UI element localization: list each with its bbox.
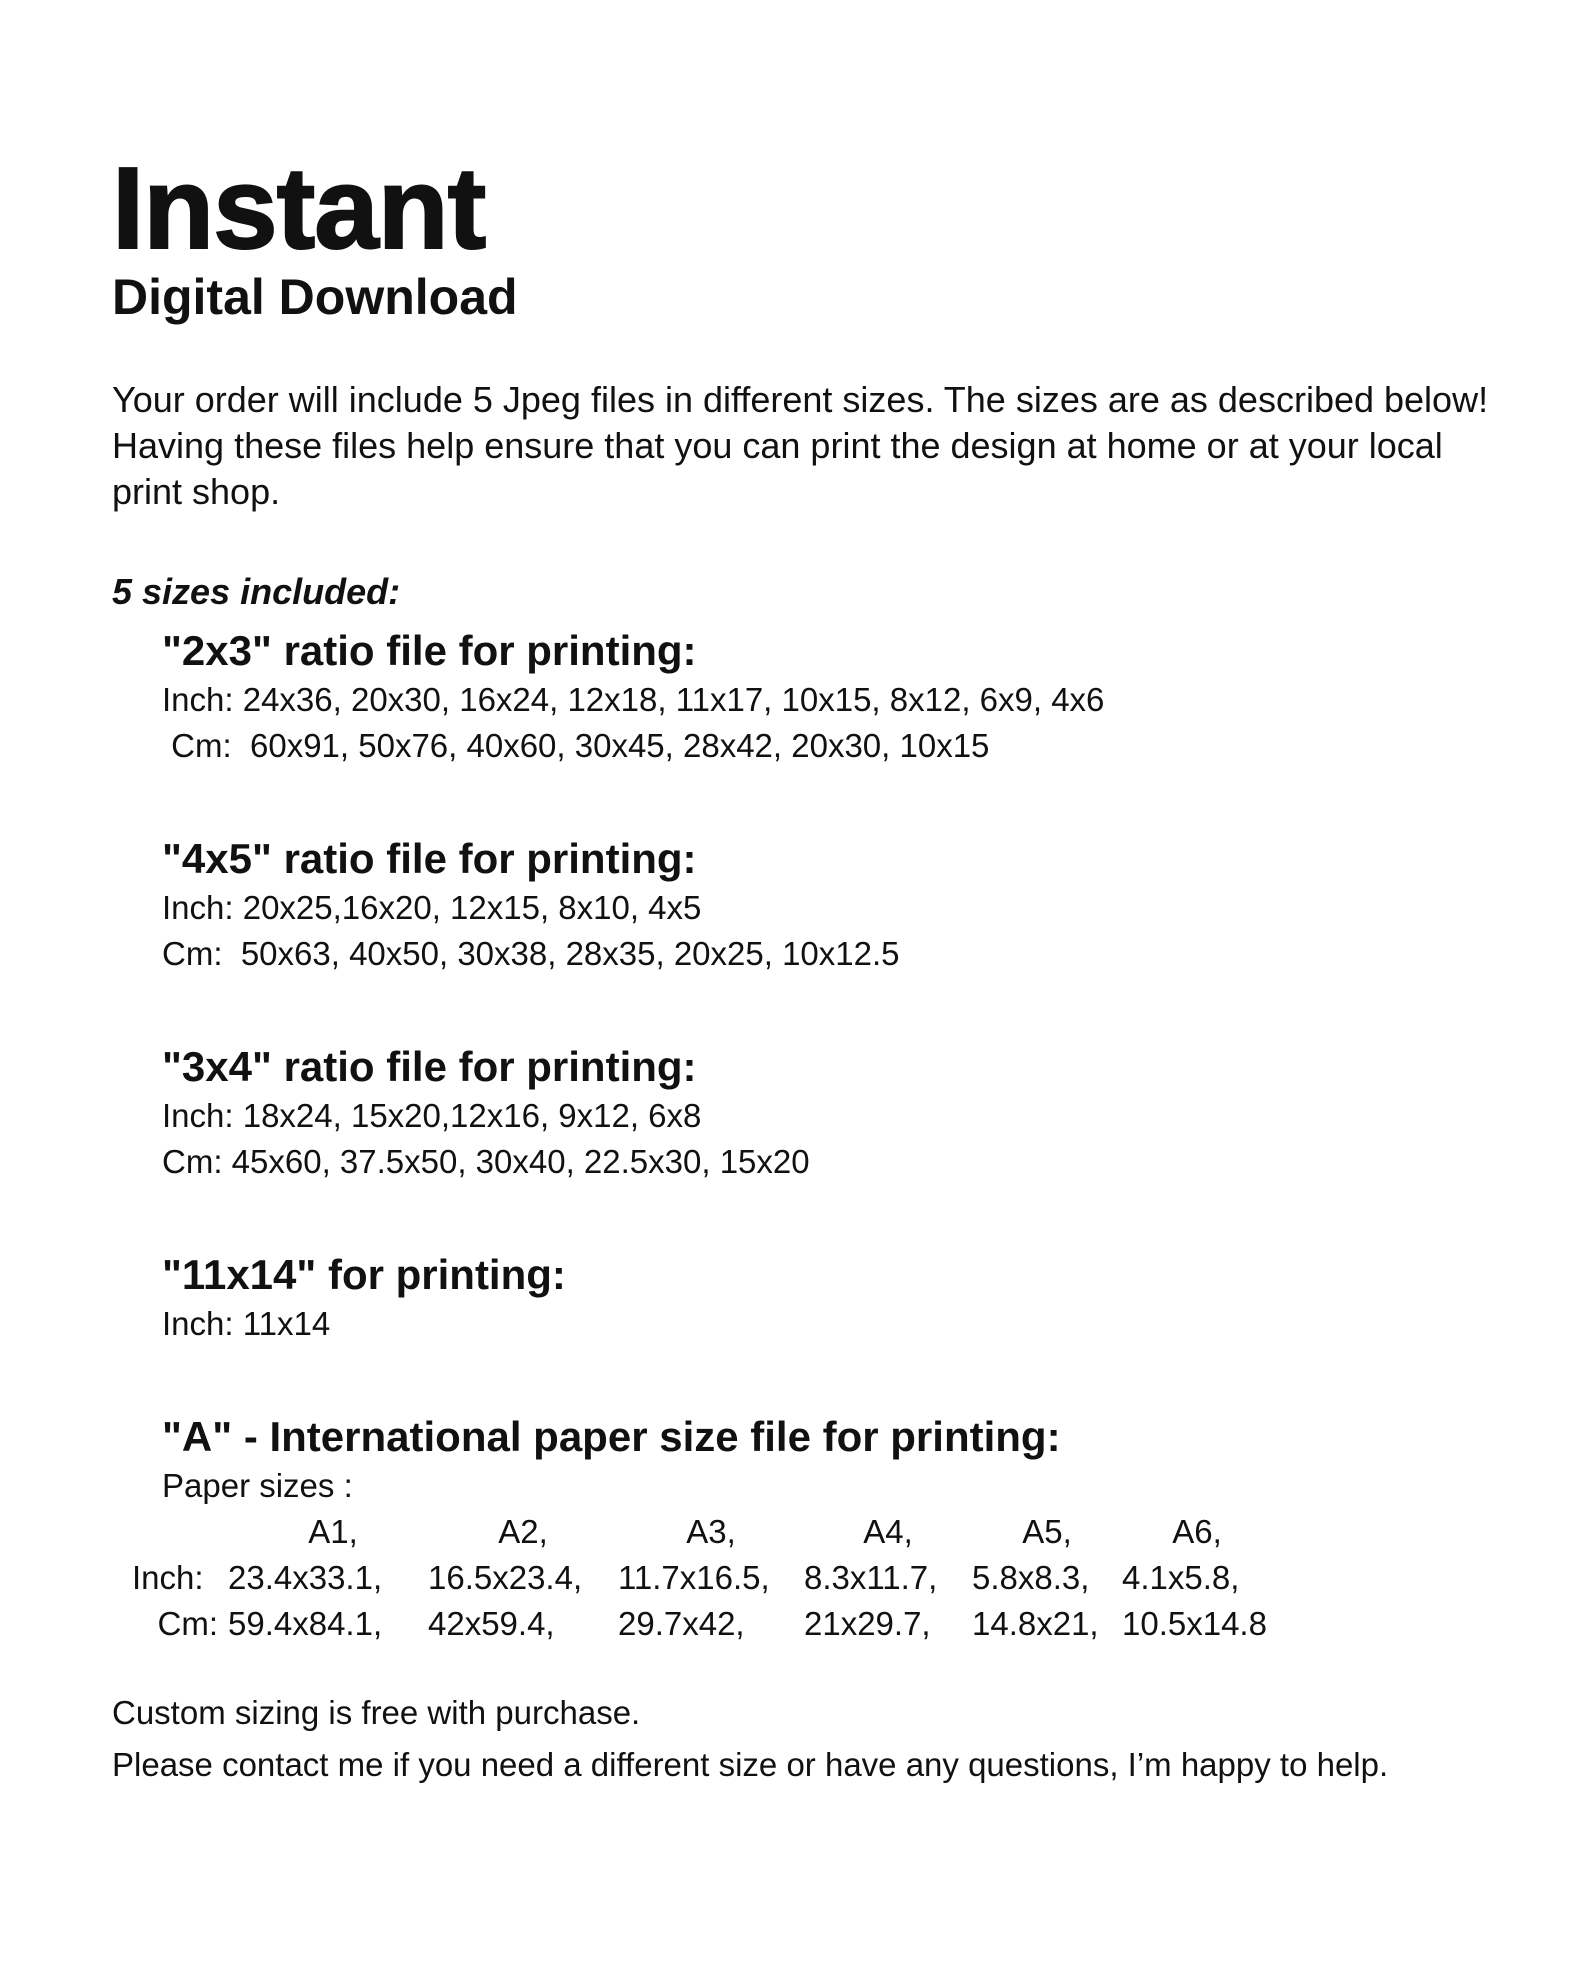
document-page [112, 143, 1532, 1791]
a6-header: A6, [1172, 1513, 1222, 1550]
intro-line: Your order will include 5 Jpeg files in different sizes. The sizes are as described below! [112, 379, 1489, 420]
a5-header: A5, [1022, 1513, 1072, 1550]
table-cell: 10.5x14.8 [1122, 1605, 1267, 1642]
ratio-4x5-cm: Cm: 50x63, 40x50, 30x38, 28x35, 20x25, 10x12.5 [162, 935, 900, 972]
table-cell: 23.4x33.1, [228, 1559, 383, 1596]
ratio-3x4-inch: Inch: 18x24, 15x20,12x16, 9x12, 6x8 [162, 1097, 702, 1134]
size-11x14-inch: Inch: 11x14 [162, 1305, 331, 1342]
a4-header: A4, [863, 1513, 913, 1550]
footer-notes [112, 1687, 1532, 1791]
table-cell: 4.1x5.8, [1122, 1559, 1240, 1596]
a2-header: A2, [498, 1513, 548, 1550]
intro-line: Having these files help ensure that you can print the design at home or at your local [112, 425, 1443, 466]
footer-line: Custom sizing is free with purchase. [112, 1694, 641, 1731]
table-cell: 11.7x16.5, [618, 1559, 770, 1596]
table-cell: 42x59.4, [428, 1605, 555, 1642]
size-11x14-section [162, 1249, 1532, 1347]
intro-line: print shop. [112, 471, 281, 512]
table-cell: 29.7x42, [618, 1605, 745, 1642]
table-cell: 14.8x21, [972, 1605, 1099, 1642]
sizes-heading: 5 sizes included: [112, 571, 401, 612]
ratio-2x3-inch: Inch: 24x36, 20x30, 16x24, 12x18, 11x17, 10x15, 8x12, 6x9, 4x6 [162, 681, 1105, 718]
ratio-2x3-section [162, 625, 1532, 769]
intro-paragraph [112, 377, 1532, 515]
a3-header: A3, [686, 1513, 736, 1550]
page-subtitle: Digital Download [112, 269, 518, 325]
page-title: Instant [112, 143, 486, 273]
a-sizes-cm-row [132, 1601, 1272, 1647]
a-sizes-table [132, 1509, 1272, 1647]
table-cell [132, 1509, 228, 1555]
a-sizes-title: "A" - International paper size file for printing: [162, 1413, 1061, 1460]
a-sizes-section [132, 1411, 1532, 1647]
table-cell: 21x29.7, [804, 1605, 931, 1642]
ratio-4x5-title: "4x5" ratio file for printing: [162, 835, 697, 882]
ratio-3x4-section [162, 1041, 1532, 1185]
size-11x14-title: "11x14" for printing: [162, 1251, 566, 1298]
a-sizes-inch-row [132, 1555, 1272, 1601]
ratio-4x5-section [162, 833, 1532, 977]
a-sizes-header-row [132, 1509, 1272, 1555]
ratio-2x3-title: "2x3" ratio file for printing: [162, 627, 697, 674]
table-cell: 5.8x8.3, [972, 1559, 1090, 1596]
a-sizes-paper-label: Paper sizes : [162, 1467, 353, 1504]
inch-label: Inch: [132, 1559, 204, 1596]
ratio-2x3-cm: Cm: 60x91, 50x76, 40x60, 30x45, 28x42, 20x30, 10x15 [162, 727, 990, 764]
ratio-3x4-title: "3x4" ratio file for printing: [162, 1043, 697, 1090]
table-cell: 8.3x11.7, [804, 1559, 938, 1596]
ratio-4x5-inch: Inch: 20x25,16x20, 12x15, 8x10, 4x5 [162, 889, 702, 926]
a1-header: A1, [308, 1513, 358, 1550]
table-cell: 59.4x84.1, [228, 1605, 383, 1642]
ratio-3x4-cm: Cm: 45x60, 37.5x50, 30x40, 22.5x30, 15x20 [162, 1143, 810, 1180]
cm-label: Cm: [157, 1605, 218, 1642]
table-cell: 16.5x23.4, [428, 1559, 583, 1596]
footer-line: Please contact me if you need a different size or have any questions, I’m happy to help. [112, 1746, 1389, 1783]
